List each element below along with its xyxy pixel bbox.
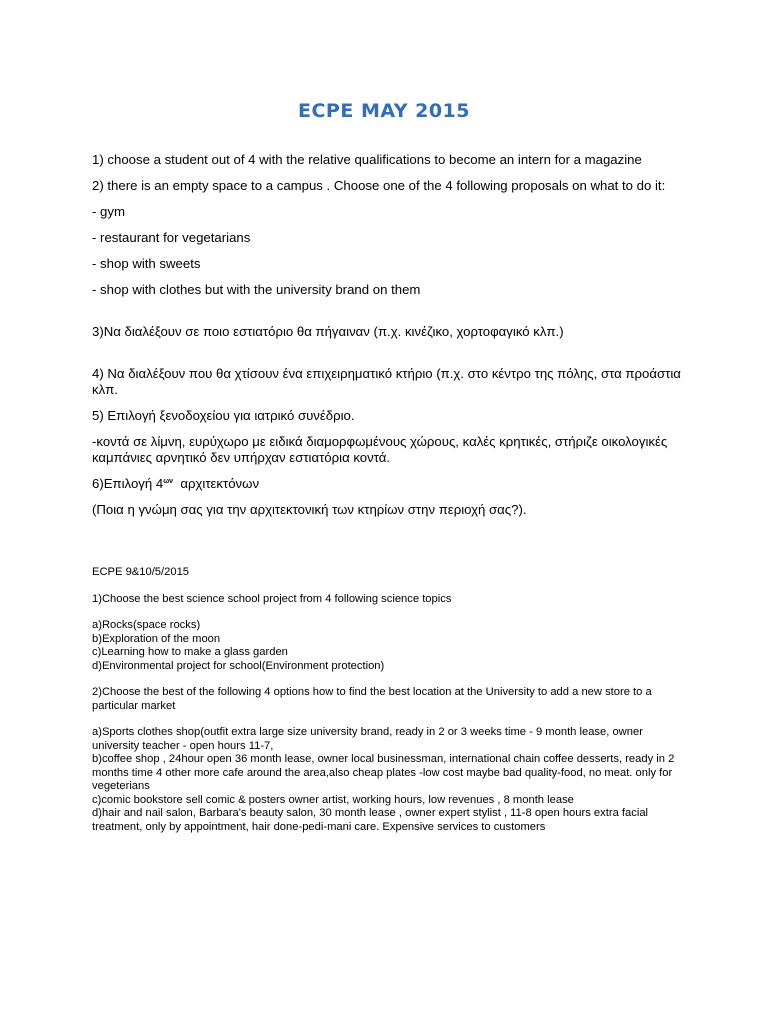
list-item: d)hair and nail salon, Barbara's beauty salon, 30 month lease , owner expert stylist , 11-8 open hours extra facial treatment, only by appointment, hair done-pedi-mani care. Expensive services to customers xyxy=(92,807,649,833)
list-item: c)comic bookstore sell comic & posters owner artist, working hours, low revenues , 8 month lease xyxy=(92,793,574,806)
exam-section-may xyxy=(92,152,692,528)
list-item: a)Sports clothes shop(outfit extra large size university brand, ready in 2 or 3 weeks time - 9 month lease, owner university teacher - open hours 11-7, xyxy=(92,726,643,752)
section-date: ECPE 9&10/5/2015 xyxy=(92,566,190,578)
list-item: c)Learning how to make a glass garden xyxy=(92,646,288,658)
question-2-option: - shop with sweets xyxy=(92,256,201,271)
question-5: 5) Επιλογή ξενοδοχείου για ιατρικό συνέδριο. xyxy=(92,408,355,423)
question-3: 3)Να διαλέξουν σε ποιο εστιατόριο θα πήγαιναν (π.χ. κινέζικο, χορτοφαγικό κλπ.) xyxy=(92,324,564,339)
science-question: 1)Choose the best science school project from 4 following science topics xyxy=(92,592,452,605)
list-item: b)Exploration of the moon xyxy=(92,632,221,645)
question-6-prefix: 6)Επιλογή 4 xyxy=(92,476,164,491)
question-6 xyxy=(92,476,692,492)
list-item: b)coffee shop , 24hour open 36 month lease, owner local businessman, international chain coffee desserts, ready in 2 months time 4 other more cafe around the area,also cheap plates -low cost maybe bad quality-food, no meat. only for vegeterians xyxy=(92,753,675,792)
location-options xyxy=(92,726,692,834)
question-1: 1) choose a student out of 4 with the relative qualifications to become an intern for a magazine xyxy=(92,152,642,167)
location-question: 2)Choose the best of the following 4 options how to find the best location at the University to add a new store to a particular market xyxy=(92,686,652,712)
list-item: a)Rocks(space rocks) xyxy=(92,619,201,631)
question-6-suffix: αρχιτεκτόνων xyxy=(173,476,260,491)
question-5-detail: -κοντά σε λίμνη, ευρύχωρο με ειδικά διαμορφωμένους χώρους, καλές κρητικές, στήριζε οικολογικές καμπάνιες αρνητικό δεν υπήρχαν εστιατόρια κοντά. xyxy=(92,434,668,465)
question-2-option: - shop with clothes but with the university brand on them xyxy=(92,282,421,297)
question-2: 2) there is an empty space to a campus . Choose one of the 4 following proposals on what to do it: xyxy=(92,178,666,193)
list-item: d)Environmental project for school(Environment protection) xyxy=(92,659,385,672)
exam-section-9-10-may xyxy=(92,566,692,834)
question-6-detail: (Ποια η γνώμη σας για την αρχιτεκτονική των κτηρίων στην περιοχή σας?). xyxy=(92,502,527,517)
question-2-option: - restaurant for vegetarians xyxy=(92,230,251,245)
question-4: 4) Να διαλέξουν που θα χτίσουν ένα επιχειρηματικό κτήριο (π.χ. στο κέντρο της πόλης, στα προάστια κλπ. xyxy=(92,366,681,397)
page-title: ECPE MAY 2015 xyxy=(298,100,470,122)
question-6-superscript: ων xyxy=(163,478,174,485)
science-options xyxy=(92,619,692,673)
question-2-option: - gym xyxy=(92,204,125,219)
